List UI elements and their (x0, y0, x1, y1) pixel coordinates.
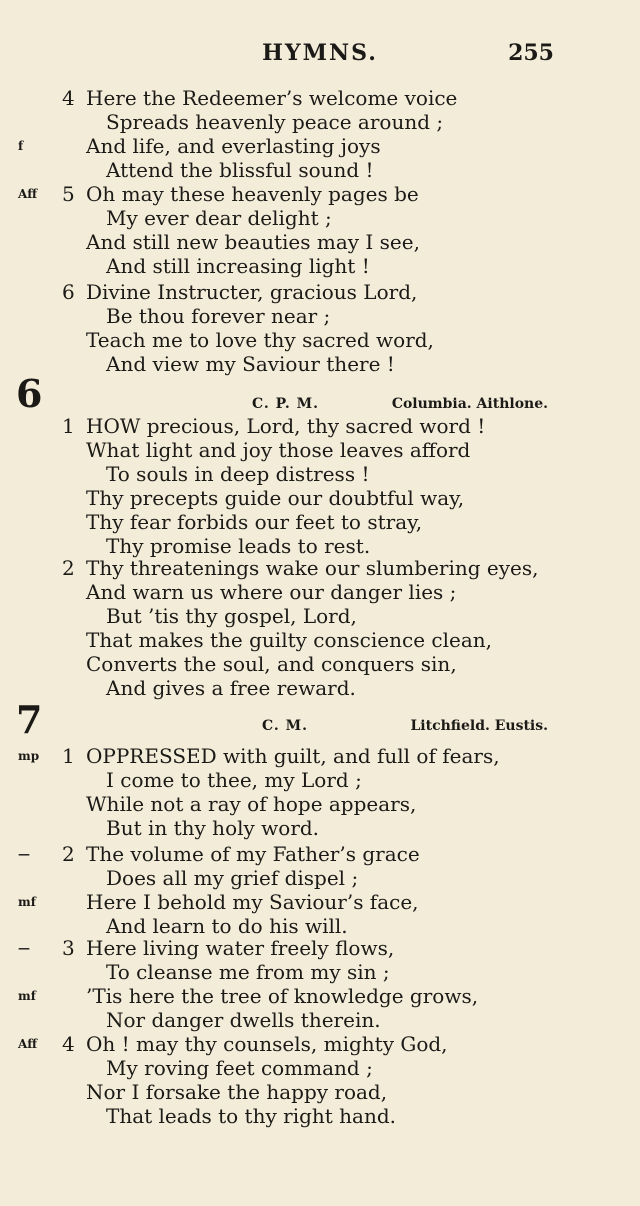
hymn-line: Here the Redeemer’s welcome voice (86, 86, 458, 110)
hymn-line: My roving feet command ; (106, 1056, 373, 1080)
hymn-line: Converts the soul, and conquers sin, (86, 652, 457, 676)
dynamic-mark: mp (18, 749, 40, 763)
dynamic-mark: f (18, 139, 24, 153)
verse-number: 1 (62, 414, 75, 438)
hymn-line: That leads to thy right hand. (106, 1104, 397, 1128)
hymn-number: 7 (16, 697, 43, 742)
dynamic-mark: Aff (18, 187, 38, 201)
tune-names: Columbia. Aithlone. (391, 396, 548, 412)
hymn-line: But in thy holy word. (106, 816, 320, 840)
hymn-line: Here I behold my Saviour’s face, (86, 890, 419, 914)
stanza (0, 842, 640, 938)
dynamic-mark: Aff (18, 1037, 38, 1051)
meter-label: C. M. (262, 718, 309, 734)
hymn-line: The volume of my Father’s grace (86, 842, 420, 866)
hymn-line: And gives a free reward. (106, 676, 356, 700)
hymn-line: Attend the blissful sound ! (106, 158, 374, 182)
verse-number: 5 (62, 182, 75, 206)
hymn-line: And learn to do his will. (106, 914, 348, 938)
hymn-line: ’Tis here the tree of knowledge grows, (86, 984, 479, 1008)
stanza (0, 182, 640, 278)
stanza (0, 556, 640, 700)
dynamic-mark: mf (18, 895, 36, 909)
hymn-line: Thy fear forbids our feet to stray, (86, 510, 423, 534)
stanza (0, 744, 640, 840)
dynamic-mark: — (18, 941, 30, 955)
hymn-line: Teach me to love thy sacred word, (86, 328, 434, 352)
hymn-line: Spreads heavenly peace around ; (106, 110, 444, 134)
hymn-line: Thy threatenings wake our slumbering eyes, (86, 556, 539, 580)
verse-number: 4 (62, 86, 75, 110)
hymn-line: Here living water freely flows, (86, 936, 395, 960)
hymn-line: I come to thee, my Lord ; (106, 768, 362, 792)
running-header-title: HYMNS. (262, 40, 378, 66)
stanza (0, 936, 640, 1032)
stanza (0, 280, 640, 376)
hymn-line: And still new beauties may I see, (86, 230, 420, 254)
stanza (0, 414, 640, 558)
verse-number: 2 (62, 556, 75, 580)
verse-number: 1 (62, 744, 75, 768)
hymn-line: Thy promise leads to rest. (106, 534, 371, 558)
verse-number: 2 (62, 842, 75, 866)
hymn-line: Nor I forsake the happy road, (86, 1080, 388, 1104)
hymn-line: HOW precious, Lord, thy sacred word ! (86, 414, 486, 438)
meter-label: C. P. M. (252, 396, 319, 412)
hymn-number: 6 (16, 371, 43, 416)
hymn-line: While not a ray of hope appears, (86, 792, 417, 816)
hymn-line: That makes the guilty conscience clean, (86, 628, 492, 652)
verse-number: 3 (62, 936, 75, 960)
hymn-line: But ’tis thy gospel, Lord, (106, 604, 357, 628)
hymn-line: Nor danger dwells therein. (106, 1008, 381, 1032)
hymn-line: Divine Instructer, gracious Lord, (86, 280, 418, 304)
hymn-line: Oh ! may thy counsels, mighty God, (86, 1032, 448, 1056)
hymn-line: What light and joy those leaves afford (86, 438, 471, 462)
hymn-line: To cleanse me from my sin ; (106, 960, 390, 984)
hymn-line: And still increasing light ! (106, 254, 370, 278)
hymn-line: Thy precepts guide our doubtful way, (86, 486, 465, 510)
page-number: 255 (508, 40, 554, 66)
hymn-line: My ever dear delight ; (106, 206, 332, 230)
hymn-line: To souls in deep distress ! (106, 462, 370, 486)
hymn-line: And life, and everlasting joys (86, 134, 381, 158)
verse-number: 4 (62, 1032, 75, 1056)
tune-names: Litchfield. Eustis. (410, 718, 548, 734)
stanza (0, 1032, 640, 1128)
dynamic-mark: mf (18, 989, 36, 1003)
hymn-line: Be thou forever near ; (106, 304, 331, 328)
dynamic-mark: — (18, 847, 30, 861)
hymn-line: Oh may these heavenly pages be (86, 182, 419, 206)
stanza (0, 86, 640, 182)
hymn-line: Does all my grief dispel ; (106, 866, 359, 890)
verse-number: 6 (62, 280, 75, 304)
hymn-line: And view my Saviour there ! (106, 352, 395, 376)
hymn-line: OPPRESSED with guilt, and full of fears, (86, 744, 500, 768)
hymn-line: And warn us where our danger lies ; (86, 580, 457, 604)
